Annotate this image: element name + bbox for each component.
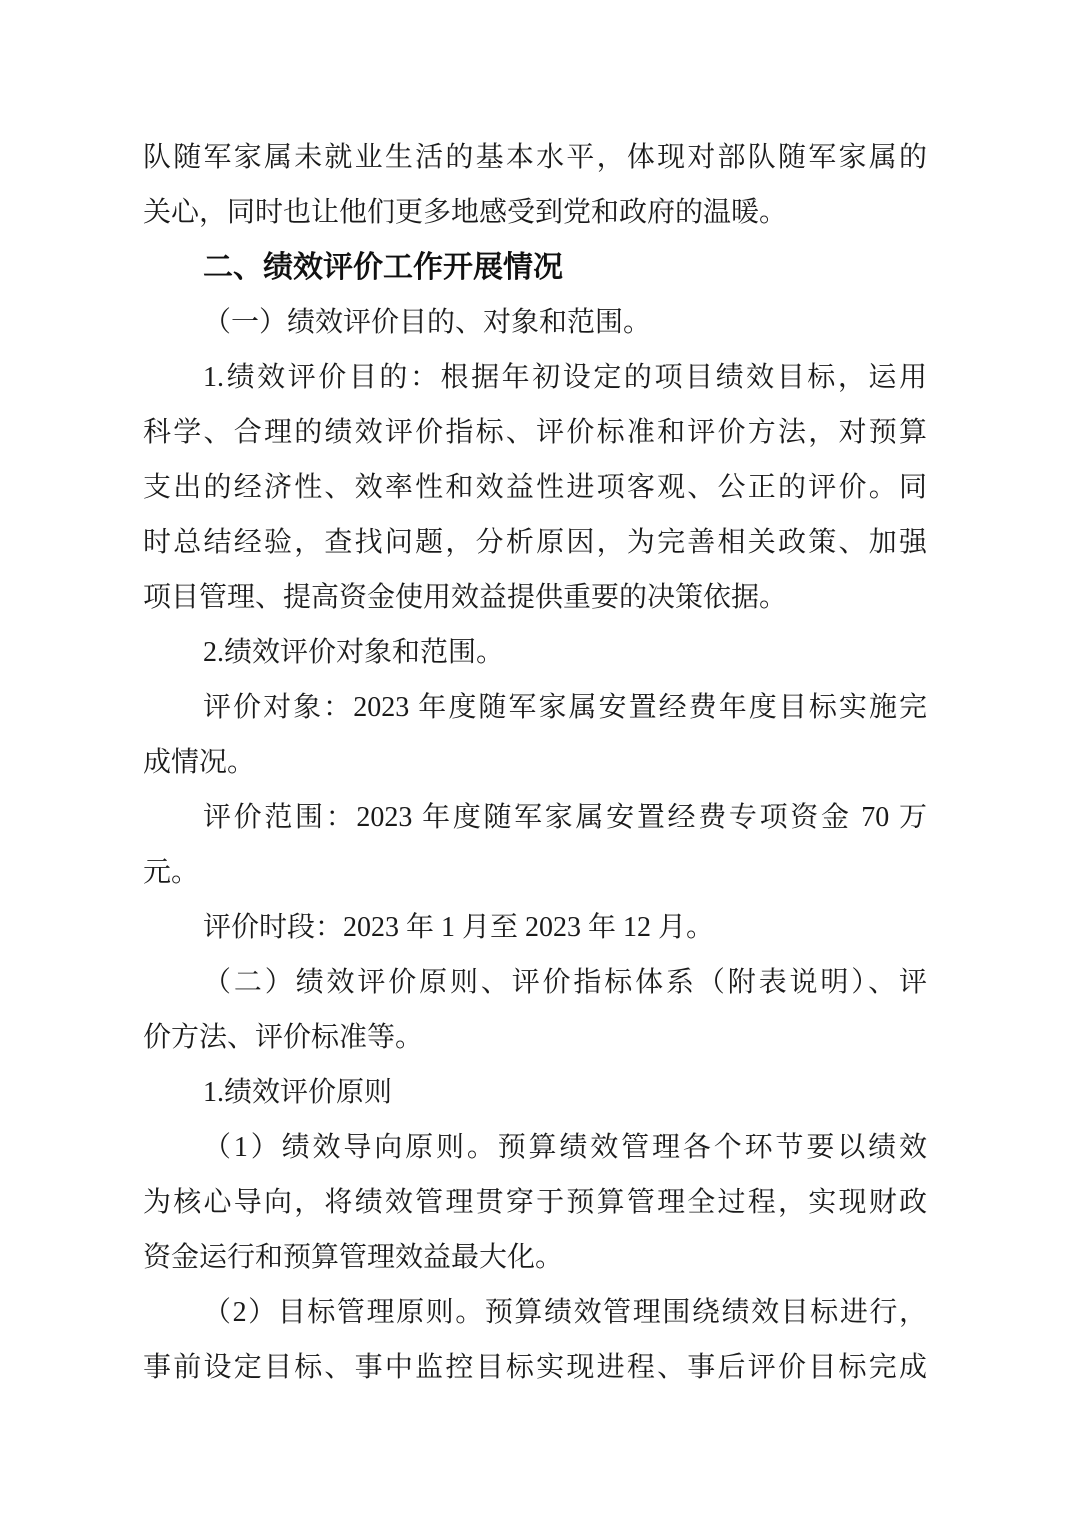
text-line: 评价范围：2023 年度随军家属安置经费专项资金 70 万: [203, 802, 927, 833]
text-line: 事前设定目标、事中监控目标实现进程、事后评价目标完成: [143, 1352, 927, 1383]
text-line: （2）目标管理原则。预算绩效管理围绕绩效目标进行，: [203, 1297, 927, 1328]
text-line: （1）绩效导向原则。预算绩效管理各个环节要以绩效: [203, 1132, 927, 1163]
subsection-heading: 2.绩效评价对象和范围。: [203, 637, 505, 668]
text-line: 时总结经验，查找问题，分析原因，为完善相关政策、加强: [143, 527, 927, 558]
subsection-heading: （一）绩效评价目的、对象和范围。: [203, 307, 652, 338]
text-line: 价方法、评价标准等。: [143, 1022, 424, 1053]
text-line: 项目管理、提高资金使用效益提供重要的决策依据。: [143, 582, 788, 613]
subsection-heading: （二）绩效评价原则、评价指标体系（附表说明）、评: [203, 967, 927, 998]
subsection-heading: 1.绩效评价原则: [203, 1077, 393, 1108]
text-line: 1.绩效评价目的：根据年初设定的项目绩效目标，运用: [203, 362, 927, 393]
section-heading: 二、绩效评价工作开展情况: [203, 251, 563, 284]
text-line: 科学、合理的绩效评价指标、评价标准和评价方法，对预算: [143, 417, 927, 448]
text-line: 评价对象：2023 年度随军家属安置经费年度目标实施完: [203, 692, 927, 723]
text-line: 元。: [143, 857, 200, 888]
text-line: 资金运行和预算管理效益最大化。: [143, 1242, 564, 1273]
text-line: 队随军家属未就业生活的基本水平，体现对部队随军家属的: [143, 142, 927, 173]
text-line: 支出的经济性、效率性和效益性进项客观、公正的评价。同: [143, 472, 927, 503]
text-line: 成情况。: [143, 747, 256, 778]
text-line: 关心，同时也让他们更多地感受到党和政府的温暖。: [143, 197, 788, 228]
text-line: 评价时段：2023 年 1 月至 2023 年 12 月。: [203, 912, 715, 943]
document-text-block: [143, 130, 927, 1395]
text-line: 为核心导向，将绩效管理贯穿于预算管理全过程，实现财政: [143, 1187, 927, 1218]
